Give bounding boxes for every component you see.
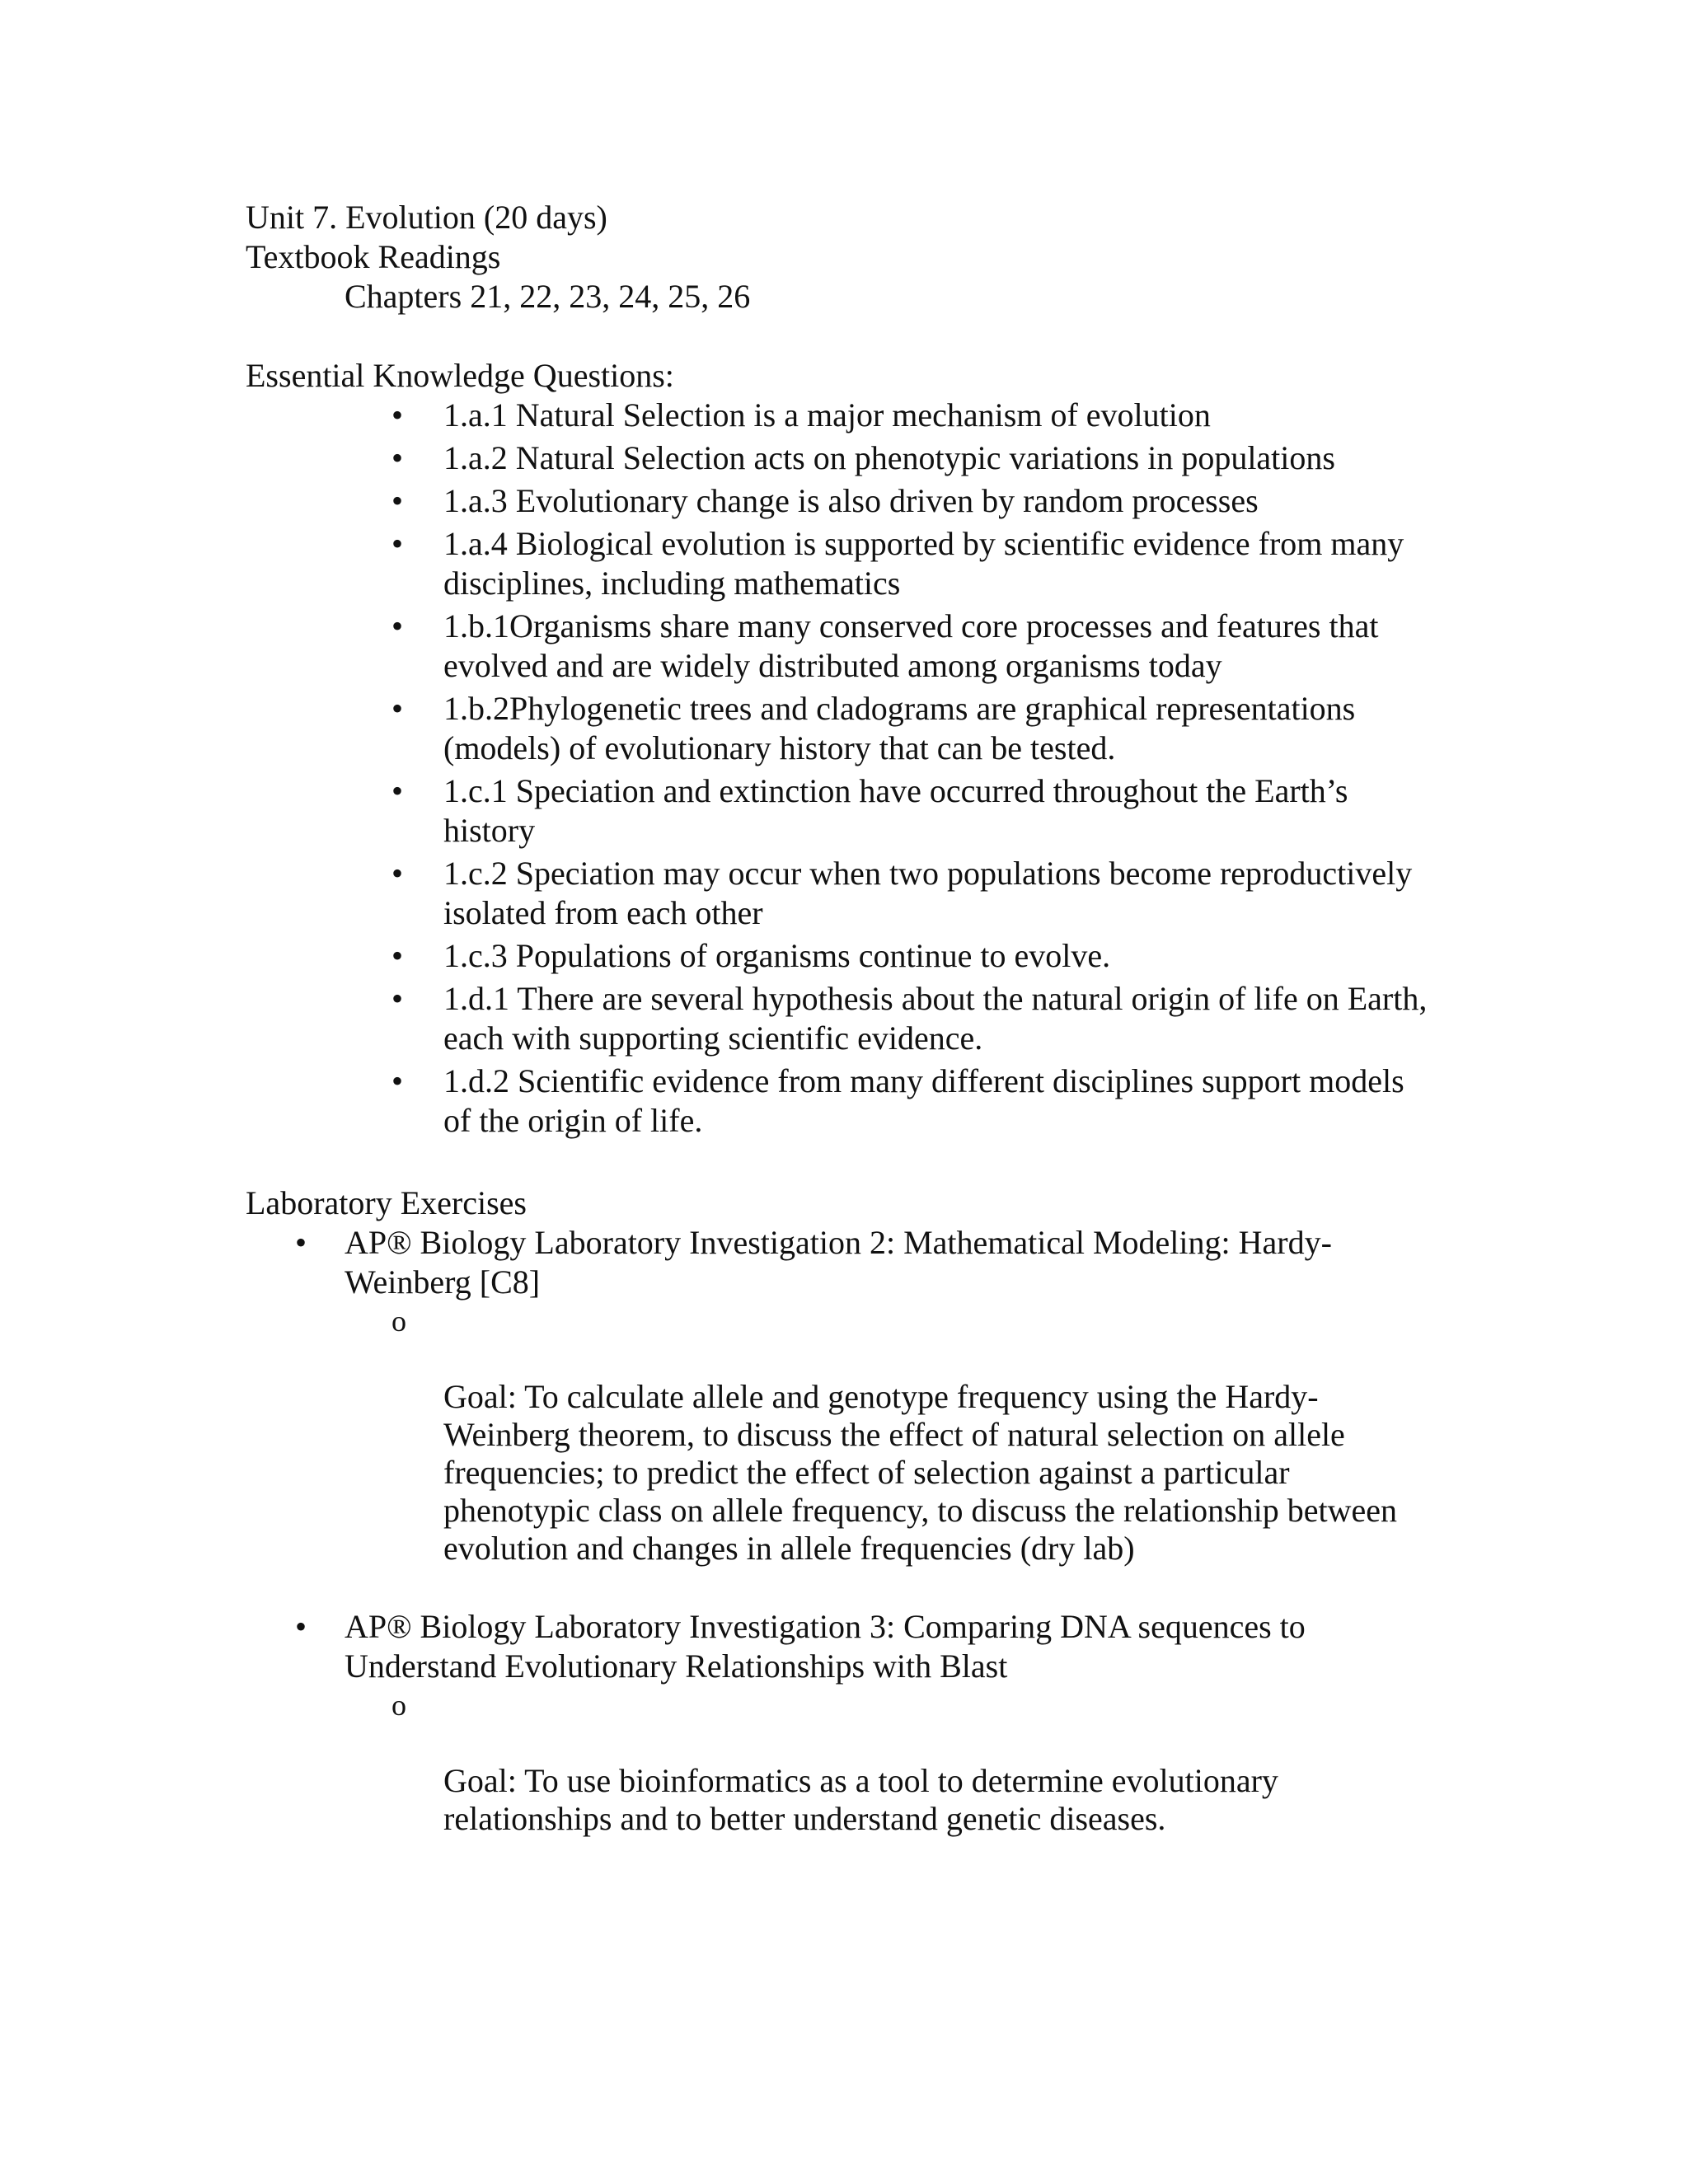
list-item-text: 1.d.2 Scientific evidence from many different disciplines support models of the origin of life. — [443, 1062, 1404, 1139]
list-item-text: 1.c.2 Speciation may occur when two populations become reproductively isolated from each other — [443, 855, 1413, 931]
lab-exercise-item — [246, 1607, 1449, 1838]
list-item-text: 1.d.1 There are several hypothesis about the natural origin of life on Earth, each with supporting scientific evidence. — [443, 980, 1428, 1057]
essential-knowledge-list — [246, 396, 1449, 1141]
list-item — [246, 689, 1449, 768]
list-item-text: 1.c.1 Speciation and extinction have occurred throughout the Earth’s history — [443, 772, 1348, 849]
lab-goal — [246, 1302, 1449, 1568]
list-item-text: 1.a.3 Evolutionary change is also driven by random processes — [443, 482, 1259, 519]
list-item-text: 1.a.1 Natural Selection is a major mechanism of evolution — [443, 396, 1211, 434]
bullet-icon: • — [392, 690, 404, 727]
document-body — [246, 198, 1449, 1838]
lab-exercise-title: AP® Biology Laboratory Investigation 3: Comparing DNA sequences to Understand Evolutionary Relationships with Blast — [345, 1608, 1306, 1685]
list-item-text: 1.b.2Phylogenetic trees and cladograms are graphical representations (models) of evolutionary history that can be tested. — [443, 690, 1356, 766]
spacer — [246, 1144, 1449, 1183]
list-item — [246, 438, 1449, 478]
list-item — [246, 771, 1449, 851]
spacer — [246, 316, 1449, 356]
lab-goal-text: Goal: To calculate allele and genotype frequency using the Hardy- Weinberg theorem, to discuss the effect of natural selection on allele frequencies; to predict the effect of selection against a particular phenotypic class on allele frequency, to discuss the relationship between evolution and changes in allele frequencies (dry lab) — [443, 1378, 1398, 1567]
list-item — [246, 1062, 1449, 1141]
spacer — [246, 1568, 1449, 1607]
list-item — [246, 481, 1449, 521]
readings-label: Textbook Readings — [246, 238, 501, 275]
bullet-icon: • — [392, 525, 404, 562]
list-item — [246, 396, 1449, 435]
bullet-icon: • — [392, 1062, 404, 1099]
list-item — [246, 607, 1449, 686]
list-item-text: 1.c.3 Populations of organisms continue to evolve. — [443, 937, 1111, 974]
bullet-icon: • — [392, 396, 404, 434]
list-item-text: 1.a.4 Biological evolution is supported by scientific evidence from many disciplines, including mathematics — [443, 525, 1404, 602]
unit-title: Unit 7. Evolution (20 days) — [246, 199, 607, 236]
lab-exercise-item — [246, 1223, 1449, 1568]
bullet-icon: • — [392, 772, 404, 809]
sub-bullet-icon: o — [392, 1689, 406, 1722]
sub-bullet-icon: o — [392, 1305, 406, 1338]
laboratory-list — [246, 1223, 1449, 1838]
list-item-text: 1.a.2 Natural Selection acts on phenotypic variations in populations — [443, 439, 1335, 476]
bullet-icon: • — [392, 482, 404, 519]
list-item — [246, 854, 1449, 933]
bullet-icon: • — [295, 1224, 307, 1261]
list-item — [246, 979, 1449, 1058]
bullet-icon: • — [392, 980, 404, 1017]
laboratory-heading: Laboratory Exercises — [246, 1184, 527, 1221]
lab-goal-text: Goal: To use bioinformatics as a tool to determine evolutionary relationships and to better understand genetic diseases. — [443, 1762, 1278, 1837]
bullet-icon: • — [392, 439, 404, 476]
bullet-icon: • — [392, 937, 404, 974]
chapters-list: Chapters 21, 22, 23, 24, 25, 26 — [345, 278, 751, 315]
list-item-text: 1.b.1Organisms share many conserved core processes and features that evolved and are widely distributed among organisms today — [443, 607, 1379, 684]
bullet-icon: • — [392, 855, 404, 892]
lab-exercise-title: AP® Biology Laboratory Investigation 2: Mathematical Modeling: Hardy- Weinberg [C8] — [345, 1224, 1332, 1301]
bullet-icon: • — [392, 607, 404, 644]
lab-goal — [246, 1686, 1449, 1838]
list-item — [246, 936, 1449, 976]
list-item — [246, 524, 1449, 603]
essential-knowledge-heading: Essential Knowledge Questions: — [246, 357, 674, 394]
bullet-icon: • — [295, 1608, 307, 1645]
